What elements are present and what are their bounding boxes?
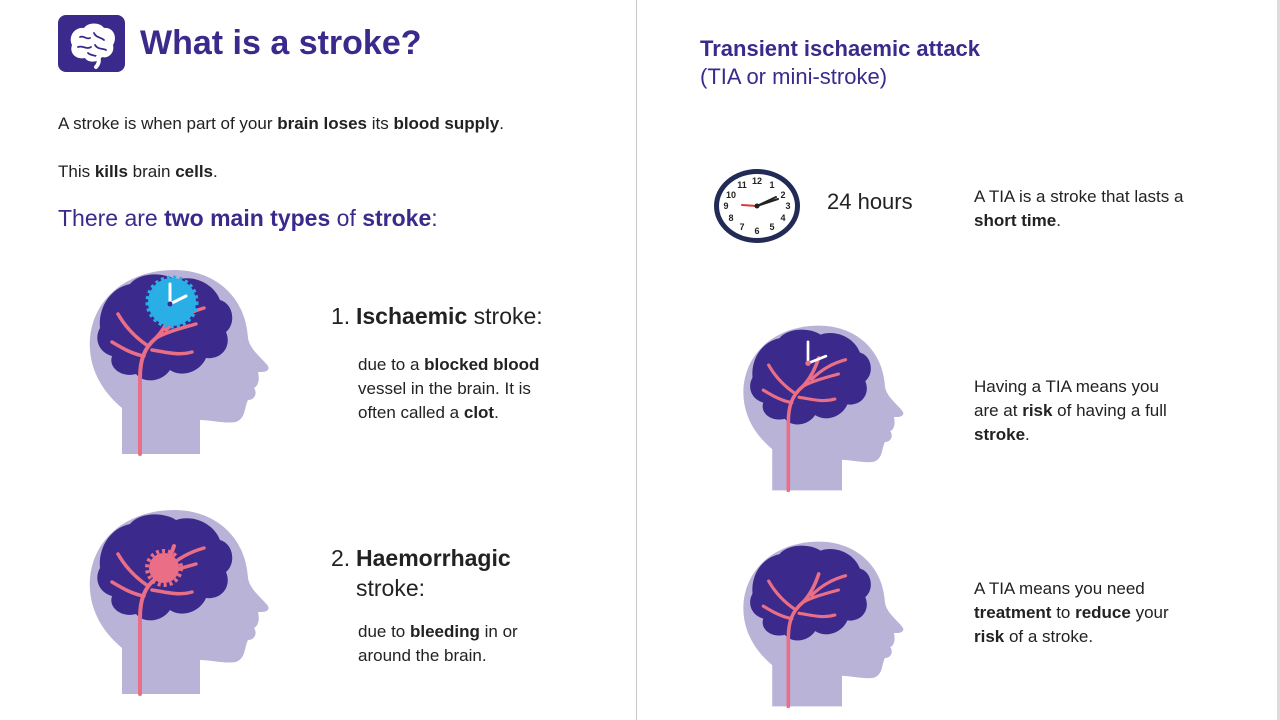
svg-text:12: 12	[751, 176, 763, 186]
intro-text-2: This kills brain cells.	[58, 162, 218, 181]
svg-text:2: 2	[780, 190, 786, 200]
tia-subtitle: (TIA or mini-stroke)	[700, 64, 888, 89]
svg-text:10: 10	[725, 190, 737, 200]
intro-text-1: A stroke is when part of your brain loses its blood supply.	[58, 114, 504, 133]
brain-icon	[58, 15, 125, 72]
svg-text:1: 1	[769, 180, 775, 190]
haemorrhagic-stroke-head-illustration	[86, 508, 276, 696]
svg-text:7: 7	[739, 222, 745, 232]
haemorrhagic-stroke-description: due to bleeding in or around the brain.	[358, 622, 518, 665]
svg-text:3: 3	[785, 201, 791, 211]
svg-text:11: 11	[737, 180, 747, 190]
duration-label: 24 hours	[827, 189, 913, 214]
svg-text:8: 8	[728, 213, 734, 223]
ischaemic-stroke-description: due to a blocked blood vessel in the brain. It is often called a clot.	[358, 355, 540, 422]
ischaemic-stroke-head-illustration	[86, 268, 276, 456]
tia-head-illustration	[740, 538, 910, 710]
clock-icon	[712, 167, 802, 245]
svg-text:5: 5	[769, 222, 775, 232]
stroke-types-heading: There are two main types of stroke:	[58, 205, 438, 231]
tia-title: Transient ischaemic attack	[700, 36, 981, 61]
svg-text:9: 9	[723, 201, 729, 211]
svg-text:4: 4	[780, 213, 786, 223]
tia-description-2: Having a TIA means you are at risk of having a full stroke.	[974, 377, 1167, 444]
tia-description-3: A TIA means you need treatment to reduce your risk of a stroke.	[974, 579, 1169, 646]
ischaemic-stroke-title: 1. Ischaemic stroke:	[331, 303, 543, 329]
tia-description-1: A TIA is a stroke that lasts a short time.	[974, 187, 1184, 230]
tia-head-clock-illustration	[740, 322, 910, 494]
page-title: What is a stroke?	[140, 24, 422, 62]
haemorrhagic-stroke-title: 2. Haemorrhagic stroke:	[331, 545, 511, 601]
column-divider	[636, 0, 637, 720]
svg-text:6: 6	[754, 226, 760, 236]
